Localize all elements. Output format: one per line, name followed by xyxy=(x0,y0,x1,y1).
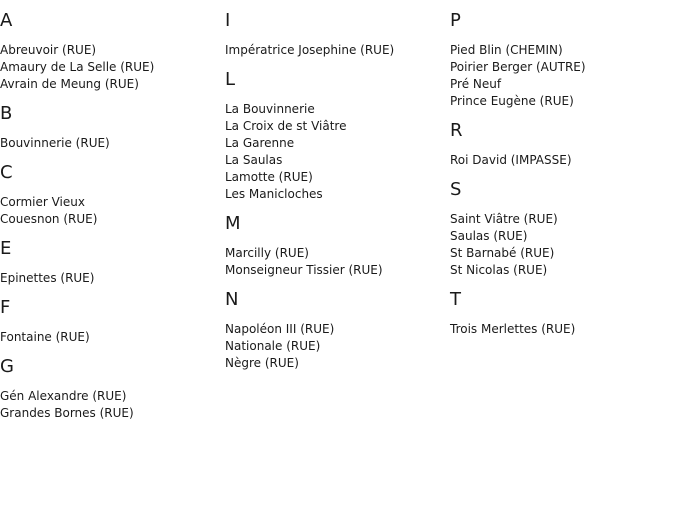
letter-group-t xyxy=(450,290,670,338)
letter-group-s xyxy=(450,180,670,279)
street-link[interactable]: Pré Neuf xyxy=(450,77,502,91)
street-link[interactable]: Epinettes (RUE) xyxy=(0,271,95,285)
street-link[interactable]: La Saulas xyxy=(225,153,283,167)
street-link[interactable]: Impératrice Josephine (RUE) xyxy=(225,43,395,57)
letter-group-b xyxy=(0,104,220,152)
street-link[interactable]: Marcilly (RUE) xyxy=(225,246,309,260)
street-link[interactable]: Prince Eugène (RUE) xyxy=(450,94,574,108)
street-link[interactable]: Abreuvoir (RUE) xyxy=(0,43,97,57)
letter-heading: G xyxy=(0,356,14,377)
street-link[interactable]: Napoléon III (RUE) xyxy=(225,322,335,336)
street-list xyxy=(0,135,220,152)
letter-heading: P xyxy=(450,10,461,31)
letter-group-f xyxy=(0,298,220,346)
street-link[interactable]: St Barnabé (RUE) xyxy=(450,246,555,260)
letter-heading: I xyxy=(225,10,231,31)
letter-group-a xyxy=(0,11,220,93)
letter-group-g xyxy=(0,357,220,422)
letter-heading: B xyxy=(0,103,13,124)
street-link[interactable]: La Croix de st Viâtre xyxy=(225,119,347,133)
street-list xyxy=(450,211,670,279)
street-list xyxy=(450,321,670,338)
street-link[interactable]: Fontaine (RUE) xyxy=(0,330,90,344)
street-list xyxy=(0,388,220,422)
street-link[interactable]: Lamotte (RUE) xyxy=(225,170,313,184)
street-link[interactable]: Gén Alexandre (RUE) xyxy=(0,389,127,403)
column-3 xyxy=(450,0,670,338)
street-link[interactable]: Cormier Vieux xyxy=(0,195,85,209)
letter-heading: N xyxy=(225,289,239,310)
street-list xyxy=(0,194,220,228)
street-link[interactable]: Roi David (IMPASSE) xyxy=(450,153,572,167)
street-list xyxy=(225,101,445,203)
street-link[interactable]: Les Manicloches xyxy=(225,187,323,201)
street-link[interactable]: Pied Blin (CHEMIN) xyxy=(450,43,563,57)
street-list xyxy=(0,42,220,93)
street-link[interactable]: Nègre (RUE) xyxy=(225,356,299,370)
letter-group-i xyxy=(225,11,445,59)
street-list xyxy=(450,42,670,110)
street-link[interactable]: Couesnon (RUE) xyxy=(0,212,98,226)
street-link[interactable]: Saint Viâtre (RUE) xyxy=(450,212,558,226)
letter-group-m xyxy=(225,214,445,279)
street-list xyxy=(0,270,220,287)
street-list xyxy=(225,321,445,372)
column-2 xyxy=(225,0,445,372)
street-list xyxy=(450,152,670,169)
letter-heading: C xyxy=(0,162,13,183)
street-link[interactable]: Nationale (RUE) xyxy=(225,339,321,353)
street-link[interactable]: Poirier Berger (AUTRE) xyxy=(450,60,586,74)
letter-heading: R xyxy=(450,120,463,141)
letter-group-c xyxy=(0,163,220,228)
letter-group-l xyxy=(225,70,445,203)
letter-heading: E xyxy=(0,238,12,259)
letter-group-e xyxy=(0,239,220,287)
letter-group-n xyxy=(225,290,445,372)
letter-heading: F xyxy=(0,297,11,318)
street-link[interactable]: Trois Merlettes (RUE) xyxy=(450,322,576,336)
street-link[interactable]: La Garenne xyxy=(225,136,295,150)
street-link[interactable]: Amaury de La Selle (RUE) xyxy=(0,60,155,74)
street-link[interactable]: Avrain de Meung (RUE) xyxy=(0,77,139,91)
street-list xyxy=(0,329,220,346)
street-link[interactable]: Saulas (RUE) xyxy=(450,229,528,243)
street-link[interactable]: Grandes Bornes (RUE) xyxy=(0,406,134,420)
street-link[interactable]: St Nicolas (RUE) xyxy=(450,263,548,277)
street-link[interactable]: Bouvinnerie (RUE) xyxy=(0,136,110,150)
street-link[interactable]: La Bouvinnerie xyxy=(225,102,315,116)
letter-heading: L xyxy=(225,69,236,90)
letter-heading: T xyxy=(450,289,461,310)
letter-heading: M xyxy=(225,213,241,234)
column-1 xyxy=(0,0,220,422)
letter-heading: A xyxy=(0,10,13,31)
street-list xyxy=(225,245,445,279)
letter-group-r xyxy=(450,121,670,169)
letter-heading: S xyxy=(450,179,462,200)
street-list xyxy=(225,42,445,59)
letter-group-p xyxy=(450,11,670,110)
street-link[interactable]: Monseigneur Tissier (RUE) xyxy=(225,263,383,277)
